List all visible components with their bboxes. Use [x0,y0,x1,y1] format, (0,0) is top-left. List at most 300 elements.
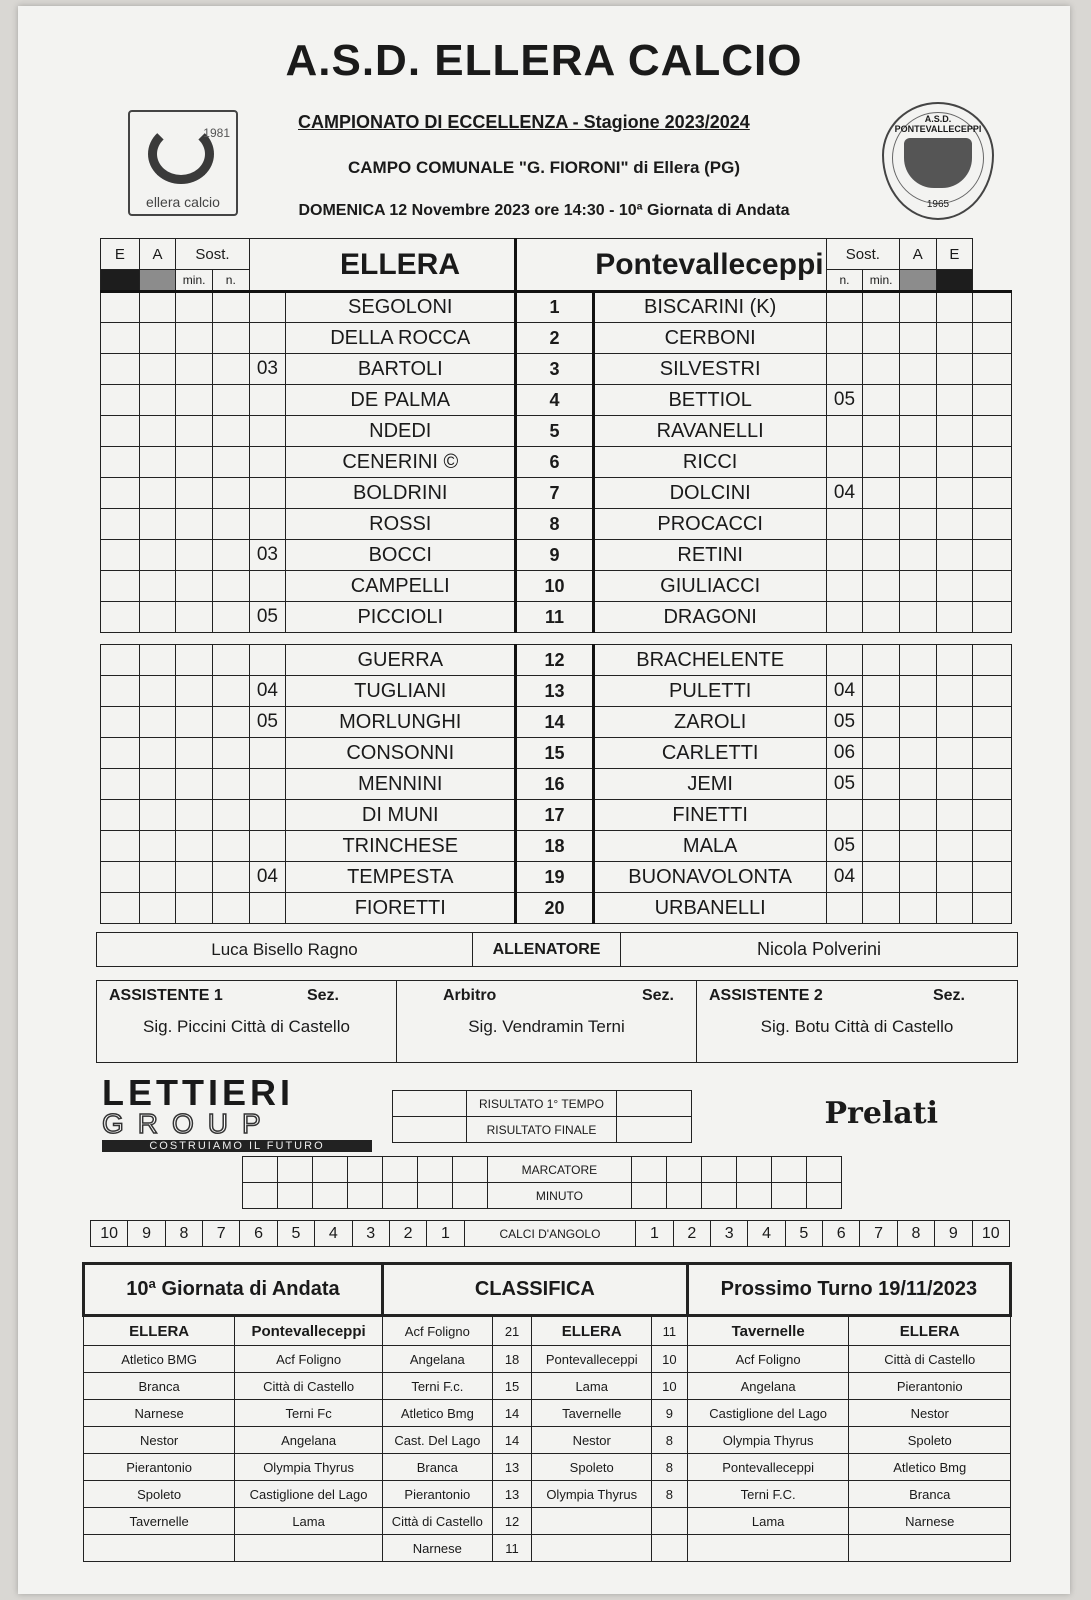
bottom-row [84,1373,1011,1400]
fixture-away: Castiglione del Lago [235,1481,383,1508]
away-stat-cell [863,478,900,509]
away-player-name: GIULIACCI [593,571,826,602]
starters-row [101,323,1012,354]
away-stat-cell [973,447,1012,478]
away-player-name: PULETTI [593,676,826,707]
scorer-cell [631,1183,666,1209]
away-player-name: JEMI [593,769,826,800]
col-a-home: A [139,239,176,270]
home-stat-cell [212,831,249,862]
home-player-name: DELLA ROCCA [286,323,516,354]
standing-points-left: 15 [492,1373,532,1400]
sponsor-prelati [738,1096,938,1131]
home-stat-cell [176,571,213,602]
starters-row [101,540,1012,571]
away-sub-number [826,571,863,602]
home-sub-number: 04 [249,862,286,893]
col-a-away-marker [899,270,936,292]
corner-home-cell: 3 [352,1221,389,1247]
corner-away-cell: 7 [860,1221,897,1247]
away-player-name: BUONAVOLONTA [593,862,826,893]
home-stat-cell [101,416,140,447]
bench-row [101,769,1012,800]
home-sub-number: 03 [249,540,286,571]
sponsor-lettieri-name: LETTIERI [102,1072,294,1113]
fixtures-head-away: Pontevalleceppi [235,1316,383,1346]
starters-row [101,478,1012,509]
corner-home-cell: 1 [427,1221,464,1247]
next-round-away: Pierantonio [849,1373,1011,1400]
fixture-away: Città di Castello [235,1373,383,1400]
home-stat-cell [176,478,213,509]
corner-away-cell: 3 [710,1221,747,1247]
home-stat-cell [101,769,140,800]
bottom-row [84,1454,1011,1481]
corner-home-cell: 2 [389,1221,426,1247]
scorer-cell [452,1157,487,1183]
corner-away-cell: 4 [748,1221,785,1247]
home-stat-cell [139,416,176,447]
home-stat-cell [139,676,176,707]
away-stat-cell [863,540,900,571]
col-e-away: E [936,239,973,270]
fixture-home: Branca [84,1373,235,1400]
home-stat-cell [176,893,213,924]
away-stat-cell [899,862,936,893]
standing-points-right [652,1508,688,1535]
away-sub-number [826,354,863,385]
home-stat-cell [101,831,140,862]
home-stat-cell [176,509,213,540]
away-sub-number: 04 [826,676,863,707]
scorer-cell [382,1183,417,1209]
col-e-home-marker [101,270,140,292]
home-stat-cell [101,602,140,633]
corner-home-cell: 5 [277,1221,314,1247]
standing-points-right: 9 [652,1400,688,1427]
sponsor-lettieri [102,1072,372,1152]
away-stat-cell [973,385,1012,416]
scorer-cell [666,1157,701,1183]
bench-row [101,707,1012,738]
away-stat-cell [899,602,936,633]
away-stat-cell [973,509,1012,540]
fixture-home [84,1535,235,1562]
bench-row [101,893,1012,924]
scorer-cell [243,1157,278,1183]
home-stat-cell [176,831,213,862]
pontevalleceppi-logo-text: A.S.D. PONTEVALLECEPPI [894,114,982,134]
home-player-name: BARTOLI [286,354,516,385]
home-stat-cell [139,292,176,323]
bottom-row [84,1427,1011,1454]
scorer-cell [417,1183,452,1209]
next-round-away [849,1535,1011,1562]
sponsor-lettieri-tagline: COSTRUIAMO IL FUTURO [102,1140,372,1152]
sponsor-prelati-name: Prelati [824,1096,938,1131]
starters-row [101,447,1012,478]
shirt-number: 13 [516,676,593,707]
away-stat-cell [863,645,900,676]
home-stat-cell [101,676,140,707]
scorer-cell [243,1183,278,1209]
away-player-name: BETTIOL [593,385,826,416]
home-sub-number: 03 [249,354,286,385]
col-a-home-marker [139,270,176,292]
corner-home-cell: 7 [203,1221,240,1247]
bench-row [101,800,1012,831]
bench-row [101,831,1012,862]
referee-label: Arbitro [443,987,497,1004]
sponsor-lettieri-group: GROUP [102,1108,275,1139]
away-stat-cell [899,645,936,676]
away-player-name: RICCI [593,447,826,478]
standing-points-right: 8 [652,1454,688,1481]
away-stat-cell [936,571,973,602]
standing-team-left: Cast. Del Lago [382,1427,492,1454]
away-player-name: CARLETTI [593,738,826,769]
standing-points-left: 14 [492,1427,532,1454]
away-player-name: CERBONI [593,323,826,354]
away-stat-cell [863,447,900,478]
half-time-label: RISULTATO 1° TEMPO [467,1091,617,1117]
starters-row [101,509,1012,540]
away-stat-cell [899,509,936,540]
away-team-name: Pontevalleceppi [593,239,826,292]
away-stat-cell [899,354,936,385]
scorer-cell [417,1157,452,1183]
home-coach: Luca Bisello Ragno [97,933,473,967]
pontevalleceppi-logo [882,102,994,220]
standing-team-right: Tavernelle [532,1400,652,1427]
fixtures-head-home: ELLERA [84,1316,235,1346]
shirt-number: 10 [516,571,593,602]
shirt-number: 4 [516,385,593,416]
home-player-name: SEGOLONI [286,292,516,323]
away-stat-cell [973,831,1012,862]
scorer-cell [312,1157,347,1183]
corner-away-cell: 8 [897,1221,934,1247]
away-player-name: URBANELLI [593,893,826,924]
shirt-number: 18 [516,831,593,862]
home-stat-cell [101,478,140,509]
away-sub-number [826,292,863,323]
away-sub-number [826,323,863,354]
home-stat-cell [101,645,140,676]
away-stat-cell [863,738,900,769]
fixture-away: Terni Fc [235,1400,383,1427]
scorer-cell [382,1157,417,1183]
away-sub-number: 04 [826,478,863,509]
home-stat-cell [212,571,249,602]
shirt-number: 12 [516,645,593,676]
away-stat-cell [936,447,973,478]
next-round-home: Pontevalleceppi [687,1454,849,1481]
bench-row [101,862,1012,893]
home-stat-cell [176,676,213,707]
fixture-home: Pierantonio [84,1454,235,1481]
home-stat-cell [139,893,176,924]
away-stat-cell [899,416,936,447]
shirt-number: 2 [516,323,593,354]
next-round-home: Angelana [687,1373,849,1400]
home-stat-cell [212,447,249,478]
lineup-table [100,238,1012,924]
corners-label: CALCI D'ANGOLO [464,1221,636,1247]
corner-away-cell: 2 [673,1221,710,1247]
shirt-number: 7 [516,478,593,509]
away-stat-cell [863,509,900,540]
away-sub-number: 05 [826,385,863,416]
away-stat-cell [973,354,1012,385]
away-player-name: ZAROLI [593,707,826,738]
scorer-cell [701,1183,736,1209]
fixture-home: Nestor [84,1427,235,1454]
standing-points-right: 8 [652,1427,688,1454]
home-stat-cell [212,893,249,924]
home-stat-cell [212,509,249,540]
home-sub-number [249,323,286,354]
away-sub-number: 05 [826,831,863,862]
standing-team-right: Olympia Thyrus [532,1481,652,1508]
away-sub-number [826,416,863,447]
home-sub-number [249,800,286,831]
away-stat-cell [973,602,1012,633]
away-stat-cell [973,676,1012,707]
standing-points-right: 11 [652,1316,688,1346]
home-stat-cell [212,416,249,447]
home-stat-cell [176,602,213,633]
standing-team-right: Lama [532,1373,652,1400]
away-stat-cell [863,292,900,323]
standing-team-right: Nestor [532,1427,652,1454]
home-sub-number [249,831,286,862]
bottom-row [84,1481,1011,1508]
home-stat-cell [139,447,176,478]
scorer-cell [806,1157,841,1183]
fixture-away: Angelana [235,1427,383,1454]
fixture-away [235,1535,383,1562]
home-stat-cell [139,540,176,571]
away-stat-cell [936,707,973,738]
away-sub-number [826,540,863,571]
standings-title: CLASSIFICA [382,1264,687,1316]
assistant-2-sez: Sez. [932,987,965,1004]
away-sub-number [826,602,863,633]
away-player-name: FINETTI [593,800,826,831]
next-round-head-away: ELLERA [849,1316,1011,1346]
away-sub-number: 04 [826,862,863,893]
away-stat-cell [973,862,1012,893]
col-a-away: A [899,239,936,270]
standing-team-right: ELLERA [532,1316,652,1346]
date-line: DOMENICA 12 Novembre 2023 ore 14:30 - 10ª Giornata di Andata [298,202,790,219]
home-player-name: CONSONNI [286,738,516,769]
home-stat-cell [212,602,249,633]
home-player-name: NDEDI [286,416,516,447]
home-stat-cell [212,676,249,707]
assistant-2-name: Sig. Botu Città di Castello [760,1017,954,1036]
scorer-cell [771,1183,806,1209]
next-round-home [687,1535,849,1562]
away-stat-cell [899,707,936,738]
starters-row [101,354,1012,385]
next-round-head-home: Tavernelle [687,1316,849,1346]
club-title: A.S.D. ELLERA CALCIO [285,36,803,85]
standing-team-right [532,1508,652,1535]
corner-away-cell: 6 [823,1221,860,1247]
fixtures-title: 10ª Giornata di Andata [84,1264,383,1316]
next-round-away: Narnese [849,1508,1011,1535]
col-min-away: min. [863,270,900,292]
away-stat-cell [973,323,1012,354]
next-round-away: Nestor [849,1400,1011,1427]
home-stat-cell [139,509,176,540]
away-stat-cell [899,385,936,416]
away-stat-cell [936,354,973,385]
away-stat-cell [863,800,900,831]
corner-away-cell: 1 [636,1221,673,1247]
home-sub-number [249,416,286,447]
standing-points-right: 10 [652,1373,688,1400]
home-stat-cell [212,385,249,416]
home-player-name: DI MUNI [286,800,516,831]
home-player-name: CAMPELLI [286,571,516,602]
corner-away-cell: 5 [785,1221,822,1247]
half-time-value [617,1091,692,1117]
corner-home-cell: 9 [128,1221,165,1247]
away-stat-cell [863,323,900,354]
match-sheet [18,6,1070,1594]
fixture-home: Narnese [84,1400,235,1427]
home-sub-number: 05 [249,707,286,738]
home-stat-cell [139,385,176,416]
home-stat-cell [139,645,176,676]
home-team-name: ELLERA [286,239,516,292]
home-stat-cell [176,292,213,323]
bench-row [101,738,1012,769]
referee-name: Sig. Vendramin Terni [468,1017,625,1036]
away-stat-cell [863,602,900,633]
col-sost-away: Sost. [826,239,899,270]
away-sub-number: 06 [826,738,863,769]
referee-box [397,981,697,1063]
away-stat-cell [863,862,900,893]
away-stat-cell [863,416,900,447]
assistant-1-name: Sig. Piccini Città di Castello [143,1017,350,1036]
away-stat-cell [863,385,900,416]
home-sub-number [249,478,286,509]
col-e-away-marker [936,270,973,292]
home-sub-number [249,447,286,478]
home-stat-cell [139,571,176,602]
standing-points-left: 11 [492,1535,532,1562]
bottom-info-table [82,1262,1012,1562]
starters-row [101,292,1012,323]
home-stat-cell [101,893,140,924]
col-sost-home: Sost. [176,239,249,270]
away-player-name: BRACHELENTE [593,645,826,676]
away-stat-cell [936,676,973,707]
away-stat-cell [899,800,936,831]
fixture-home: Spoleto [84,1481,235,1508]
away-sub-number [826,893,863,924]
home-stat-cell [176,416,213,447]
minute-label: MINUTO [487,1183,631,1209]
next-round-away: Branca [849,1481,1011,1508]
col-e-home: E [101,239,140,270]
home-stat-cell [139,738,176,769]
home-stat-cell [101,354,140,385]
away-stat-cell [899,676,936,707]
next-round-home: Acf Foligno [687,1346,849,1373]
starters-row [101,416,1012,447]
home-stat-cell [101,509,140,540]
results-box [392,1090,692,1143]
away-stat-cell [936,769,973,800]
standing-team-left: Pierantonio [382,1481,492,1508]
away-stat-cell [973,292,1012,323]
standing-team-left: Branca [382,1454,492,1481]
away-stat-cell [973,769,1012,800]
bench-row [101,676,1012,707]
home-player-name: DE PALMA [286,385,516,416]
bottom-row [84,1316,1011,1346]
home-player-name: MENNINI [286,769,516,800]
standing-team-right [532,1535,652,1562]
home-player-name: TEMPESTA [286,862,516,893]
away-sub-number [826,645,863,676]
home-stat-cell [101,540,140,571]
home-stat-cell [139,769,176,800]
away-stat-cell [973,893,1012,924]
home-sub-number [249,571,286,602]
next-round-home: Terni F.C. [687,1481,849,1508]
scorer-cell [701,1157,736,1183]
away-stat-cell [899,323,936,354]
assistant-1-label: ASSISTENTE 1 [109,987,223,1004]
home-sub-number [249,893,286,924]
away-stat-cell [899,831,936,862]
standing-team-left: Acf Foligno [382,1316,492,1346]
corner-home-cell: 6 [240,1221,277,1247]
away-stat-cell [936,893,973,924]
home-sub-number [249,738,286,769]
lineup-separator [101,633,1012,645]
home-stat-cell [101,738,140,769]
scorer-label: MARCATORE [487,1157,631,1183]
away-stat-cell [973,800,1012,831]
scorer-cell [666,1183,701,1209]
home-stat-cell [139,602,176,633]
standing-points-left: 12 [492,1508,532,1535]
corner-kicks-row [90,1220,1010,1247]
away-player-name: BISCARINI (K) [593,292,826,323]
home-stat-cell [101,323,140,354]
next-round-home: Olympia Thyrus [687,1427,849,1454]
home-stat-cell [212,292,249,323]
scorer-cell [312,1183,347,1209]
away-stat-cell [899,893,936,924]
home-player-name: BOLDRINI [286,478,516,509]
away-stat-cell [973,478,1012,509]
away-stat-cell [936,540,973,571]
assistant-2-label: ASSISTENTE 2 [709,987,823,1004]
home-stat-cell [212,323,249,354]
away-sub-number [826,447,863,478]
away-stat-cell [936,862,973,893]
home-stat-cell [101,447,140,478]
